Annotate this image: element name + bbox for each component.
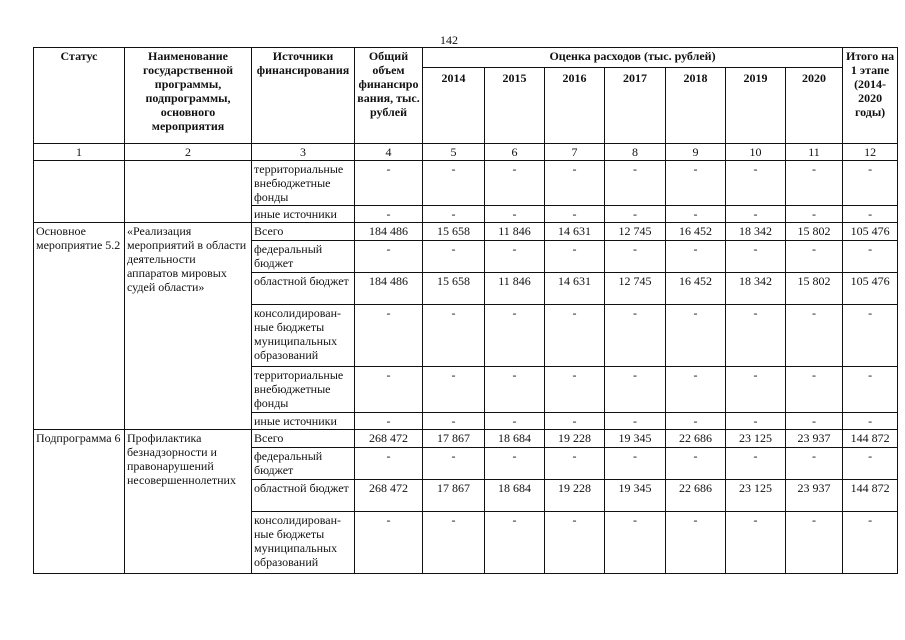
stage-total-value: - bbox=[843, 161, 898, 206]
year-value: 16 452 bbox=[666, 223, 726, 241]
financing-source: федеральный бюджет bbox=[252, 448, 355, 480]
year-value: - bbox=[786, 413, 843, 430]
year-value: - bbox=[786, 241, 843, 273]
financing-source: Всего bbox=[252, 223, 355, 241]
year-value: - bbox=[545, 367, 605, 413]
column-number: 6 bbox=[485, 144, 545, 161]
year-value: - bbox=[726, 448, 786, 480]
column-number: 2 bbox=[125, 144, 252, 161]
year-value: - bbox=[605, 305, 666, 367]
year-value: 11 846 bbox=[485, 273, 545, 305]
page-number: 142 bbox=[440, 33, 458, 47]
financing-source: территориальные внебюджетные фонды bbox=[252, 161, 355, 206]
year-value: - bbox=[605, 161, 666, 206]
year-value: 22 686 bbox=[666, 480, 726, 512]
year-value: - bbox=[545, 413, 605, 430]
year-value: 18 684 bbox=[485, 430, 545, 448]
year-value: 14 631 bbox=[545, 273, 605, 305]
year-value: 14 631 bbox=[545, 223, 605, 241]
stage-total-value: - bbox=[843, 305, 898, 367]
total-volume-value: - bbox=[355, 448, 423, 480]
header-total-volume: Общий объем финансиро вания, тыс. рублей bbox=[355, 48, 423, 144]
year-value: - bbox=[605, 241, 666, 273]
header-year: 2016 bbox=[545, 68, 605, 144]
total-volume-value: 184 486 bbox=[355, 223, 423, 241]
year-value: - bbox=[423, 241, 485, 273]
year-value: 17 867 bbox=[423, 480, 485, 512]
year-value: 19 345 bbox=[605, 430, 666, 448]
year-value: 23 125 bbox=[726, 480, 786, 512]
year-value: 19 228 bbox=[545, 480, 605, 512]
year-value: 23 937 bbox=[786, 480, 843, 512]
year-value: - bbox=[605, 413, 666, 430]
total-volume-value: - bbox=[355, 161, 423, 206]
column-number: 4 bbox=[355, 144, 423, 161]
year-value: 15 802 bbox=[786, 223, 843, 241]
year-value: - bbox=[485, 512, 545, 574]
year-value: - bbox=[545, 206, 605, 223]
year-value: - bbox=[605, 512, 666, 574]
year-value: - bbox=[726, 367, 786, 413]
year-value: - bbox=[485, 206, 545, 223]
budget-table bbox=[33, 47, 898, 574]
total-volume-value: - bbox=[355, 206, 423, 223]
column-number: 5 bbox=[423, 144, 485, 161]
year-value: - bbox=[726, 161, 786, 206]
table-row bbox=[34, 223, 898, 241]
year-value: - bbox=[726, 241, 786, 273]
year-value: - bbox=[545, 161, 605, 206]
year-value: - bbox=[666, 413, 726, 430]
stage-total-value: - bbox=[843, 448, 898, 480]
year-value: - bbox=[423, 448, 485, 480]
year-value: - bbox=[786, 512, 843, 574]
total-volume-value: 184 486 bbox=[355, 273, 423, 305]
year-value: 18 342 bbox=[726, 273, 786, 305]
year-value: - bbox=[423, 367, 485, 413]
stage-total-value: - bbox=[843, 512, 898, 574]
year-value: - bbox=[666, 448, 726, 480]
total-volume-value: - bbox=[355, 512, 423, 574]
financing-source: консолидирован-ные бюджеты муниципальных образований bbox=[252, 512, 355, 574]
year-value: - bbox=[786, 161, 843, 206]
year-value: - bbox=[485, 367, 545, 413]
financing-source: федеральный бюджет bbox=[252, 241, 355, 273]
total-volume-value: - bbox=[355, 367, 423, 413]
year-value: 15 658 bbox=[423, 223, 485, 241]
stage-total-value: 144 872 bbox=[843, 430, 898, 448]
year-value: - bbox=[726, 512, 786, 574]
year-value: - bbox=[545, 241, 605, 273]
year-value: - bbox=[605, 448, 666, 480]
stage-total-value: - bbox=[843, 413, 898, 430]
total-volume-value: - bbox=[355, 241, 423, 273]
year-value: 22 686 bbox=[666, 430, 726, 448]
year-value: - bbox=[423, 512, 485, 574]
header-year: 2019 bbox=[726, 68, 786, 144]
year-value: - bbox=[726, 413, 786, 430]
table-row bbox=[34, 430, 898, 448]
year-value: - bbox=[423, 413, 485, 430]
row-status: Подпрограмма 6 bbox=[34, 430, 125, 574]
column-number: 8 bbox=[605, 144, 666, 161]
year-value: 15 802 bbox=[786, 273, 843, 305]
year-value: - bbox=[545, 512, 605, 574]
year-value: 15 658 bbox=[423, 273, 485, 305]
year-value: - bbox=[545, 305, 605, 367]
column-number: 11 bbox=[786, 144, 843, 161]
column-number: 9 bbox=[666, 144, 726, 161]
year-value: - bbox=[545, 448, 605, 480]
column-number-row bbox=[34, 144, 898, 161]
header-estimate: Оценка расходов (тыс. рублей) bbox=[423, 48, 843, 68]
year-value: - bbox=[485, 448, 545, 480]
stage-total-value: - bbox=[843, 367, 898, 413]
table-header bbox=[34, 48, 898, 144]
financing-source: территориальные внебюджетные фонды bbox=[252, 367, 355, 413]
header-stage-total: Итого на 1 этапе (2014-2020 годы) bbox=[843, 48, 898, 144]
year-value: - bbox=[485, 241, 545, 273]
total-volume-value: 268 472 bbox=[355, 430, 423, 448]
column-number: 7 bbox=[545, 144, 605, 161]
table-body bbox=[34, 144, 898, 574]
year-value: 12 745 bbox=[605, 273, 666, 305]
year-value: - bbox=[666, 161, 726, 206]
year-value: - bbox=[485, 161, 545, 206]
column-number: 3 bbox=[252, 144, 355, 161]
financing-source: консолидирован-ные бюджеты муниципальных образований bbox=[252, 305, 355, 367]
column-number: 12 bbox=[843, 144, 898, 161]
year-value: 11 846 bbox=[485, 223, 545, 241]
year-value: - bbox=[726, 206, 786, 223]
financing-source: областной бюджет bbox=[252, 273, 355, 305]
header-year: 2017 bbox=[605, 68, 666, 144]
financing-source: Всего bbox=[252, 430, 355, 448]
row-program-name: Профилактика безнадзорности и правонарушений несовершеннолетних bbox=[125, 430, 252, 574]
year-value: - bbox=[423, 161, 485, 206]
header-year: 2020 bbox=[786, 68, 843, 144]
stage-total-value: 105 476 bbox=[843, 223, 898, 241]
year-value: - bbox=[423, 305, 485, 367]
year-value: - bbox=[786, 367, 843, 413]
year-value: - bbox=[666, 206, 726, 223]
year-value: - bbox=[786, 448, 843, 480]
year-value: - bbox=[423, 206, 485, 223]
stage-total-value: - bbox=[843, 206, 898, 223]
row-status: Основное мероприятие 5.2 bbox=[34, 223, 125, 430]
stage-total-value: 144 872 bbox=[843, 480, 898, 512]
year-value: 19 345 bbox=[605, 480, 666, 512]
stage-total-value: 105 476 bbox=[843, 273, 898, 305]
year-value: - bbox=[485, 305, 545, 367]
header-program-name: Наименование государственной программы, подпрограммы, основного мероприятия bbox=[125, 48, 252, 144]
row-program-name bbox=[125, 161, 252, 223]
header-year: 2018 bbox=[666, 68, 726, 144]
year-value: - bbox=[666, 305, 726, 367]
year-value: - bbox=[726, 305, 786, 367]
column-number: 10 bbox=[726, 144, 786, 161]
column-number: 1 bbox=[34, 144, 125, 161]
financing-source: иные источники bbox=[252, 206, 355, 223]
table-row bbox=[34, 161, 898, 206]
header-status: Статус bbox=[34, 48, 125, 144]
year-value: - bbox=[666, 241, 726, 273]
row-status bbox=[34, 161, 125, 223]
total-volume-value: 268 472 bbox=[355, 480, 423, 512]
year-value: 18 342 bbox=[726, 223, 786, 241]
header-sources: Источники финансирования bbox=[252, 48, 355, 144]
row-program-name: «Реализация мероприятий в области деятельности аппаратов мировых судей области» bbox=[125, 223, 252, 430]
year-value: - bbox=[605, 206, 666, 223]
header-year: 2015 bbox=[485, 68, 545, 144]
year-value: 17 867 bbox=[423, 430, 485, 448]
year-value: 19 228 bbox=[545, 430, 605, 448]
year-value: - bbox=[786, 206, 843, 223]
header-year: 2014 bbox=[423, 68, 485, 144]
year-value: - bbox=[666, 367, 726, 413]
year-value: - bbox=[786, 305, 843, 367]
stage-total-value: - bbox=[843, 241, 898, 273]
year-value: 18 684 bbox=[485, 480, 545, 512]
year-value: 16 452 bbox=[666, 273, 726, 305]
year-value: - bbox=[485, 413, 545, 430]
year-value: - bbox=[605, 367, 666, 413]
year-value: 23 937 bbox=[786, 430, 843, 448]
year-value: 23 125 bbox=[726, 430, 786, 448]
total-volume-value: - bbox=[355, 305, 423, 367]
year-value: 12 745 bbox=[605, 223, 666, 241]
financing-source: иные источники bbox=[252, 413, 355, 430]
financing-source: областной бюджет bbox=[252, 480, 355, 512]
total-volume-value: - bbox=[355, 413, 423, 430]
year-value: - bbox=[666, 512, 726, 574]
